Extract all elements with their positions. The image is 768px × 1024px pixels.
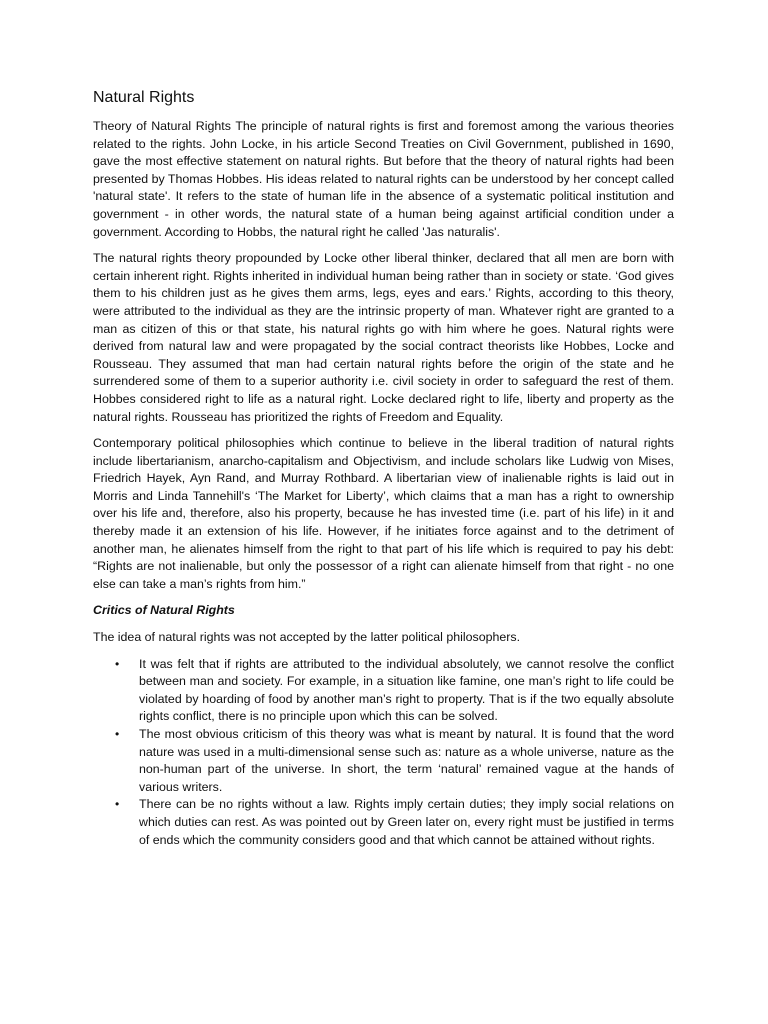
bullet-item (93, 656, 674, 726)
paragraph-contemporary: Contemporary political philosophies which continue to believe in the liberal tradition of natural rights include libertarianism, anarcho-capitalism and Objectivism, and include scholars like Ludwig von Mises, Friedrich Hayek, Ayn Rand, and Murray Rothbard. A libertarian view of inalienable rights is laid out in Morris and Linda Tannehill's ‘The Market for Liberty’, which claims that a man has a right to ownership over his life and, therefore, also his property, because he has invested time (i.e. part of his life) in it and thereby made it an extension of his life. However, if he initiates force against and to the detriment of another man, he alienates himself from the right to that part of his life which is required to pay his debt: “Rights are not inalienable, but only the possessor of a right can alienate himself from that right - no one else can take a man’s rights from him.” (93, 436, 674, 591)
paragraph-critics-intro: The idea of natural rights was not accepted by the latter political philosophers. (93, 630, 521, 645)
bullet-icon: • (115, 656, 120, 671)
section-heading-critics: Critics of Natural Rights (93, 603, 235, 618)
critics-bullet-list (93, 656, 674, 850)
bullet-icon: • (115, 797, 120, 812)
bullet-text: It was felt that if rights are attributed to the individual absolutely, we cannot resolve the conflict between man and society. For example, in a situation like famine, one man’s right to life could be violated by hoarding of food by another man’s right to property. That is if the two equally absolute rights conflict, there is no principle upon which this can be solved. (139, 656, 674, 724)
document-page (93, 88, 674, 849)
bullet-text: The most obvious criticism of this theory was what is meant by natural. It is found that the word nature was used in a multi-dimensional sense such as: nature as a whole universe, nature as the non-human part of the universe. In short, the term ‘natural’ remained vague at the hands of various writers. (139, 727, 674, 794)
bullet-item (93, 726, 674, 796)
bullet-text: There can be no rights without a law. Rights imply certain duties; they imply social relations on which duties can rest. As was pointed out by Green later on, every right must be justified in terms of ends which the community considers good and that which cannot be attained without rights. (139, 797, 674, 847)
page-title: Natural Rights (93, 89, 195, 106)
paragraph-theory: Theory of Natural Rights The principle of natural rights is first and foremost among the various theories related to the rights. John Locke, in his article Second Treaties on Civil Government, published in 1690, gave the most effective statement on natural rights. But before that the theory of natural rights had been presented by Thomas Hobbes. His ideas related to natural rights can be understood by her concept called 'natural state'. It refers to the state of human life in the absence of a systematic political institution and government - in other words, the natural state of a human being against artificial condition under a government. According to Hobbs, the natural right he called 'Jas naturalis'. (93, 119, 674, 239)
bullet-item (93, 796, 674, 849)
bullet-icon: • (115, 727, 120, 741)
paragraph-locke: The natural rights theory propounded by Locke other liberal thinker, declared that all men are born with certain inherent right. Rights inherited in individual human being rather than in society or state. ‘God gives them to his children just as he gives them arms, legs, eyes and ears.’ Rights, according to this theory, were attributed to the individual as they are the intrinsic property of man. Whatever right are granted to a man as citizen of this or that state, his natural rights go with him where he goes. Natural rights were derived from natural law and were propagated by the social contract theorists like Hobbes, Locke and Rousseau. They assumed that man had certain natural rights before the origin of the state and he surrendered some of them to a superior authority i.e. civil society in order to safeguard the rest of them. Hobbes considered right to life as a natural right. Locke declared right to life, liberty and property as the natural rights. Rousseau has prioritized the rights of Freedom and Equality. (93, 251, 674, 424)
